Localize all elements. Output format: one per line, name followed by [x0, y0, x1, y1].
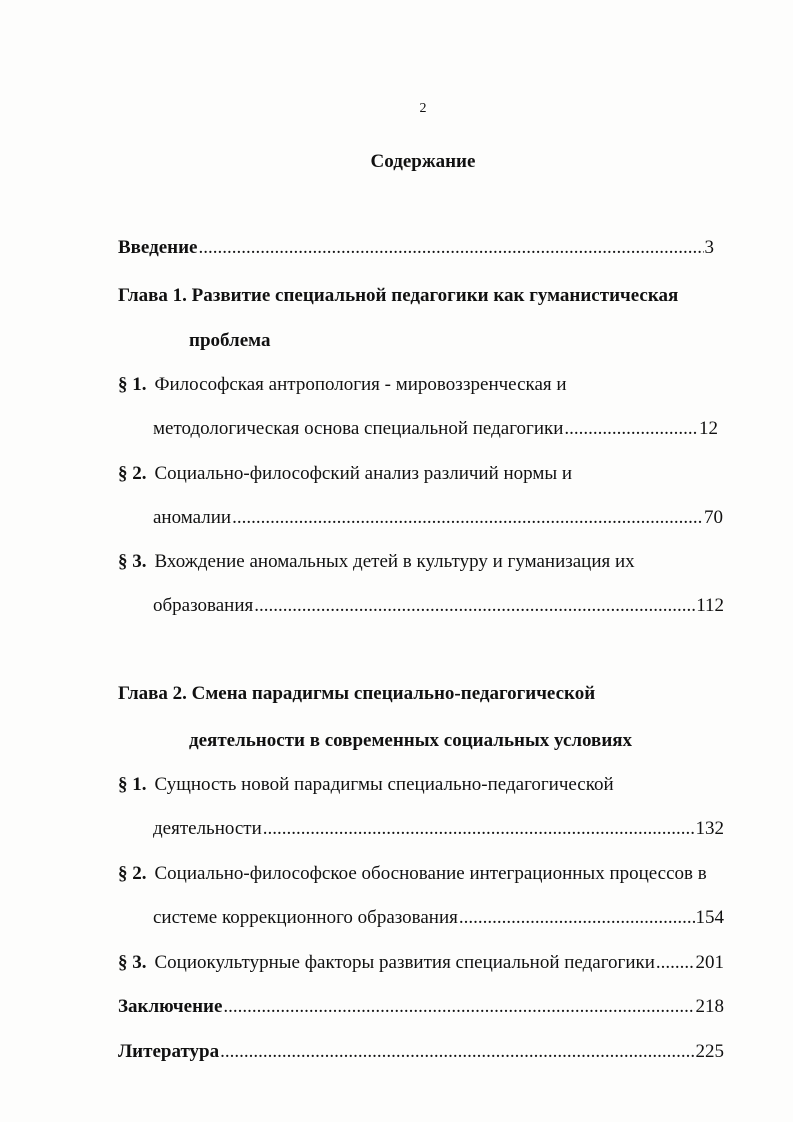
toc-entry-ch2-s3	[118, 951, 724, 975]
section-title-line1: Философская антропология - мировоззренческая и	[154, 374, 567, 395]
section-page: 132	[695, 818, 724, 839]
conclusion-label: Заключение	[118, 996, 223, 1017]
toc-entry-ch1-s3-cont	[153, 594, 724, 618]
toc-entry-ch1-s3	[118, 550, 635, 574]
toc-entry-intro	[118, 236, 714, 260]
section-title-line2: аномалии	[153, 507, 232, 528]
dot-leader	[656, 951, 695, 975]
toc-entry-ch1-s2	[118, 462, 572, 486]
dot-leader	[220, 1040, 694, 1064]
section-mark: § 2.	[118, 463, 147, 484]
literature-page: 225	[695, 1041, 724, 1062]
toc-entry-ch2-s1	[118, 773, 614, 797]
chapter1-heading-cont: проблема	[189, 330, 271, 351]
toc-entry-ch2-s2	[118, 862, 707, 886]
chapter2-heading-cont: деятельности в современных социальных условиях	[189, 730, 633, 751]
intro-label: Введение	[118, 237, 198, 258]
section-page: 154	[695, 907, 724, 928]
toc-title: Содержание	[370, 151, 476, 172]
section-mark: § 2.	[118, 863, 147, 884]
section-title-line1: Социально-философский анализ различий нормы и	[154, 463, 573, 484]
section-title-line2: системе коррекционного образования	[153, 907, 458, 928]
toc-entry-conclusion	[118, 995, 724, 1019]
section-page: 70	[704, 507, 723, 528]
toc-entry-literature	[118, 1040, 724, 1064]
section-title-line1: Вхождение аномальных детей в культуру и гуманизация их	[154, 551, 635, 572]
page-number: 2	[419, 101, 427, 116]
section-page: 112	[696, 595, 724, 616]
toc-entry-ch1-s2-cont	[153, 506, 723, 530]
chapter1-heading: Глава 1. Развитие специальной педагогики как гуманистическая	[118, 285, 679, 306]
chapter2-heading: Глава 2. Смена парадигмы специально-педагогической	[118, 683, 596, 704]
dot-leader	[223, 995, 694, 1019]
section-title-line2: методологическая основа специальной педагогики	[153, 418, 564, 439]
toc-entry-ch1-s1-cont	[153, 417, 718, 441]
section-page: 201	[695, 952, 724, 973]
dot-leader	[199, 236, 704, 260]
section-title-line1: Социокультурные факторы развития специальной педагогики	[154, 952, 655, 973]
dot-leader	[564, 417, 698, 441]
conclusion-page: 218	[695, 996, 724, 1017]
toc-entry-ch1-s1	[118, 373, 567, 397]
toc-entry-ch2-s2-cont	[153, 906, 724, 930]
section-title-line2: деятельности	[153, 818, 262, 839]
section-mark: § 3.	[118, 551, 147, 572]
section-mark: § 3.	[118, 952, 147, 973]
section-mark: § 1.	[118, 374, 147, 395]
section-mark: § 1.	[118, 774, 147, 795]
section-title-line1: Социально-философское обоснование интеграционных процессов в	[154, 863, 707, 884]
dot-leader	[263, 817, 695, 841]
intro-page: 3	[704, 237, 714, 258]
dot-leader	[232, 506, 703, 530]
section-title-line2: образования	[153, 595, 254, 616]
dot-leader	[459, 906, 695, 930]
toc-entry-ch2-s1-cont	[153, 817, 724, 841]
section-title-line1: Сущность новой парадигмы специально-педагогической	[154, 774, 614, 795]
section-page: 12	[699, 418, 718, 439]
dot-leader	[254, 594, 695, 618]
literature-label: Литература	[118, 1041, 220, 1062]
